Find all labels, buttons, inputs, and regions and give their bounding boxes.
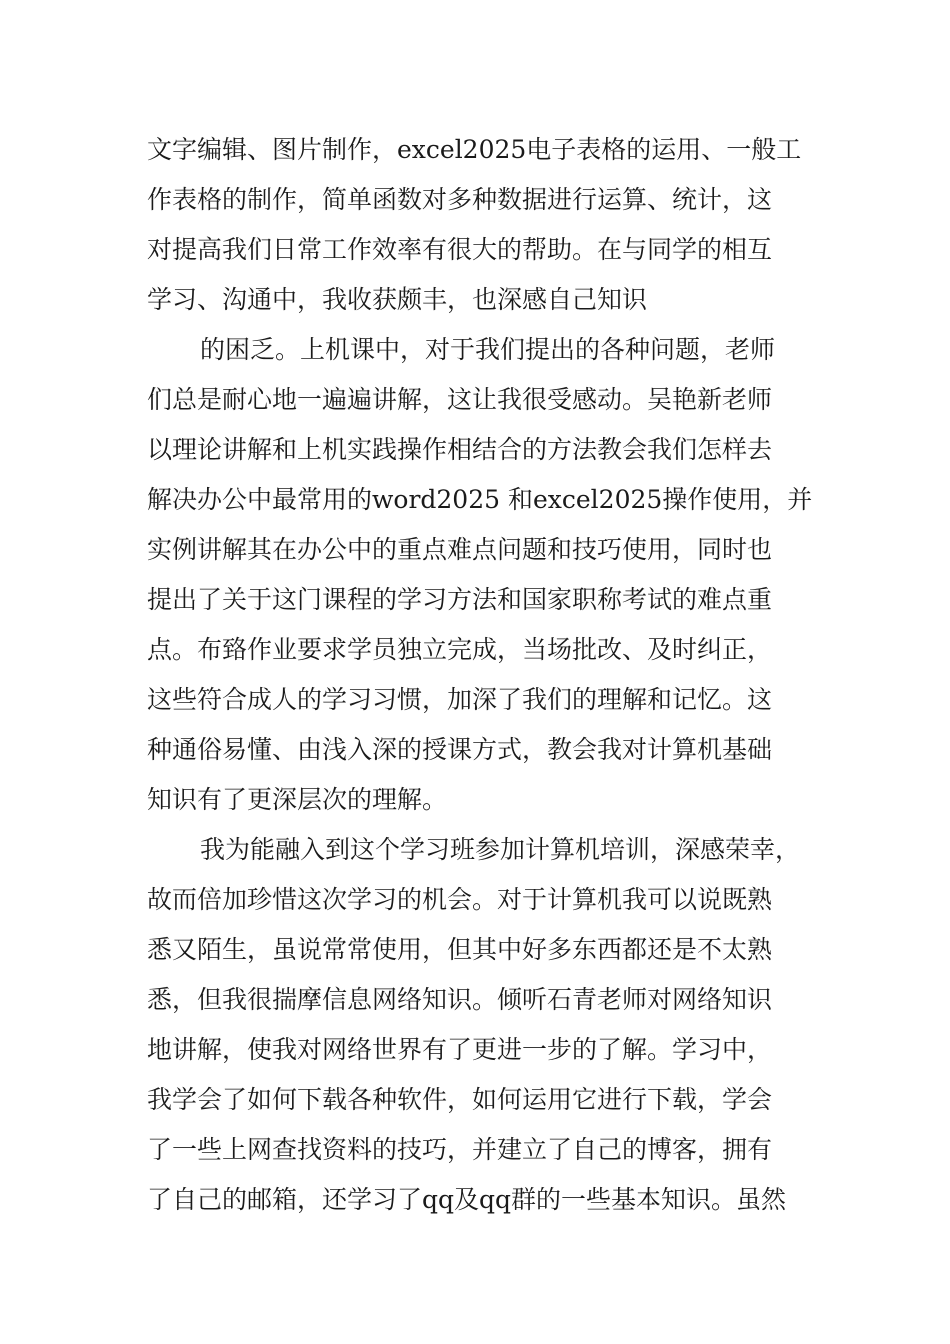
text-line-5: 的困乏。上机课中，对于我们提出的各种问题，老师	[200, 335, 776, 364]
text-line-15: 我为能融入到这个学习班参加计算机培训，深感荣幸，	[200, 835, 801, 864]
text-line-4: 学习、沟通中，我收获颇丰，也深感自己知识	[147, 285, 648, 314]
text-line-7: 以理论讲解和上机实践操作相结合的方法教会我们怎样去	[147, 435, 773, 464]
text-line-6: 们总是耐心地一遍遍讲解，这让我很受感动。吴艳新老师	[147, 385, 773, 414]
text-line-1: 文字编辑、图片制作，excel2025电子表格的运用、一般工	[147, 135, 802, 164]
text-line-16: 故而倍加珍惜这次学习的机会。对于计算机我可以说既熟	[147, 885, 773, 914]
text-line-3: 对提高我们日常工作效率有很大的帮助。在与同学的相互	[147, 235, 773, 264]
text-line-22: 了自己的邮箱，还学习了qq及qq群的一些基本知识。虽然	[147, 1185, 787, 1214]
text-line-19: 地讲解，使我对网络世界有了更进一步的了解。学习中，	[147, 1035, 773, 1064]
text-line-2: 作表格的制作，简单函数对多种数据进行运算、统计，这	[147, 185, 773, 214]
text-line-17: 悉又陌生，虽说常常使用，但其中好多东西都还是不太熟	[147, 935, 773, 964]
text-line-14: 知识有了更深层次的理解。	[147, 785, 448, 814]
text-line-9: 实例讲解其在办公中的重点难点问题和技巧使用，同时也	[147, 535, 773, 564]
text-line-12: 这些符合成人的学习习惯，加深了我们的理解和记忆。这	[147, 685, 773, 714]
text-line-18: 悉，但我很揣摩信息网络知识。倾听石青老师对网络知识	[147, 985, 773, 1014]
text-line-20: 我学会了如何下载各种软件，如何运用它进行下载，学会	[147, 1085, 773, 1114]
text-line-21: 了一些上网查找资料的技巧，并建立了自己的博客，拥有	[147, 1135, 773, 1164]
text-line-11: 点。布臵作业要求学员独立完成，当场批改、及时纠正，	[147, 635, 773, 664]
text-line-13: 种通俗易懂、由浅入深的授课方式，教会我对计算机基础	[147, 735, 773, 764]
text-line-8: 解决办公中最常用的word2025 和excel2025操作使用，并	[147, 485, 813, 514]
text-line-10: 提出了关于这门课程的学习方法和国家职称考试的难点重	[147, 585, 773, 614]
